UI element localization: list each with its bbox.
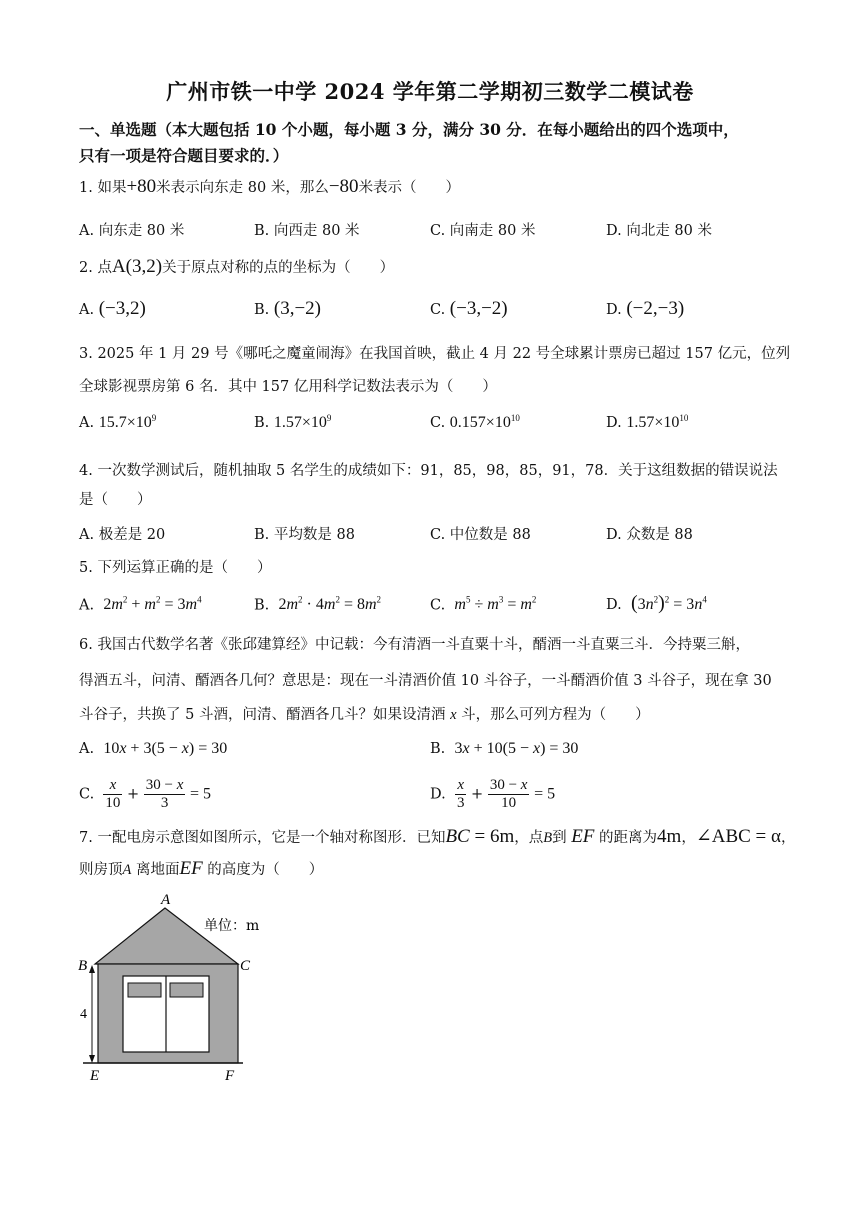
- door-window-left: [128, 983, 161, 997]
- q6-option-c: C. $\frac{x}{10}$ + $\frac{30 - x}{3}$ = 5: [79, 777, 212, 811]
- arrow-up-head: [89, 965, 95, 973]
- question-4-line1: 4. 一次数学测试后，随机抽取 5 名学生的成绩如下：91，85，98，85，91，78．关于这组数据的错误说法: [79, 463, 778, 479]
- question-6-line3: 斗谷子，共换了 5 斗酒，问清、醑酒各几斗？如果设清酒 x 斗，那么可列方程为（ ）: [79, 707, 650, 723]
- q1-option-b: B. 向西走 80 米: [254, 223, 360, 239]
- question-3-line2: 全球影视票房第 6 名．其中 157 亿用科学记数法表示为（ ）: [79, 379, 497, 395]
- question-7-line2: 则房顶A 离地面EF 的高度为（ ）: [79, 858, 324, 879]
- q6-option-d: D. $\frac{x}{3}$ + $\frac{30 - x}{10}$ = 5: [430, 777, 556, 811]
- q5-option-c: C. $m^5 \div m^3 = m^2$: [430, 595, 537, 614]
- label-e: E: [90, 1068, 100, 1084]
- q4-option-c: C. 中位数是 88: [430, 527, 531, 543]
- label-c: C: [240, 958, 251, 974]
- q6-option-b: B. 3x + 10(5 − x) = 30: [430, 740, 579, 757]
- question-1-stem: 1. 如果+80米表示向东走 80 米，那么−80米表示（ ）: [79, 176, 461, 197]
- q2-option-c: C. (−3,−2): [430, 298, 508, 319]
- question-2-stem: 2. 点A(3,2)关于原点对称的点的坐标为（ ）: [79, 256, 395, 277]
- q5-option-a: A. $2m^2 + m^2 = 3m^4$: [79, 595, 202, 614]
- question-7-line1: 7. 一配电房示意图如图所示，它是一个轴对称图形．已知BC = 6m，点B到 EF 的距离为4m，∠ABC = α，: [79, 826, 796, 847]
- label-height: 4: [80, 1007, 87, 1022]
- q1-option-a: A. 向东走 80 米: [79, 223, 185, 239]
- q5-option-d: D. $(3n^2)^2 = 3n^4$: [606, 592, 707, 614]
- door-window-right: [170, 983, 203, 997]
- question-4-line2: 是（ ）: [79, 492, 152, 508]
- q1-option-c: C. 向南走 80 米: [430, 223, 536, 239]
- q2-option-d: D. (−2,−3): [606, 298, 685, 319]
- label-f: F: [225, 1068, 235, 1084]
- question-6-line2: 得酒五斗，问清、醑酒各几何？意思是：现在一斗清酒价值 10 斗谷子，一斗醑酒价值 3 斗谷子，现在拿 30: [79, 673, 772, 689]
- arrow-down-head: [89, 1055, 95, 1063]
- q3-option-b: B. $1.57\times 10^9$: [254, 413, 332, 431]
- q4-option-b: B. 平均数是 88: [254, 527, 355, 543]
- question-5-stem: 5. 下列运算正确的是（ ）: [79, 560, 272, 576]
- q6-option-a: A. 10x + 3(5 − x) = 30: [79, 740, 228, 757]
- question-3-line1: 3. 2025 年 1 月 29 号《哪吒之魔童闹海》在我国首映，截止 4 月 22 号全球累计票房已超过 157 亿元，位列: [79, 346, 791, 362]
- q3-option-c: C. $0.157\times 10^{10}$: [430, 413, 520, 431]
- q3-option-d: D. $1.57\times 10^{10}$: [606, 413, 689, 431]
- page-title: 广州市铁一中学 2024 学年第二学期初三数学二模试卷: [166, 79, 694, 104]
- label-a: A: [161, 892, 171, 908]
- question-number: 1.: [79, 180, 93, 196]
- unit-label: 单位：m: [204, 918, 260, 934]
- q1-option-d: D. 向北走 80 米: [606, 223, 712, 239]
- section-heading-line1: 一、单选题（本大题包括 10 个小题，每小题 3 分，满分 30 分．在每小题给出的四个选项中，: [79, 120, 739, 139]
- question-6-line1: 6. 我国古代数学名著《张邱建算经》中记载：今有清酒一斗直粟十斗，醑酒一斗直粟三斗．今持粟三斛，: [79, 637, 750, 653]
- point-a: A(3,2): [111, 256, 163, 277]
- q4-option-d: D. 众数是 88: [606, 527, 693, 543]
- label-b: B: [78, 958, 88, 974]
- q2-option-b: B. (3,−2): [254, 298, 321, 319]
- substation-figure: [78, 888, 298, 1088]
- q3-option-a: A. $15.7\times 10^9$: [79, 413, 157, 431]
- q2-option-a: A. (−3,2): [79, 298, 146, 319]
- q5-option-b: B. $2m^2 \cdot 4m^2 = 8m^2$: [254, 595, 382, 614]
- roof-triangle: [95, 908, 238, 964]
- q4-option-a: A. 极差是 20: [79, 527, 166, 543]
- section-heading-line2: 只有一项是符合题目要求的．）: [79, 146, 289, 165]
